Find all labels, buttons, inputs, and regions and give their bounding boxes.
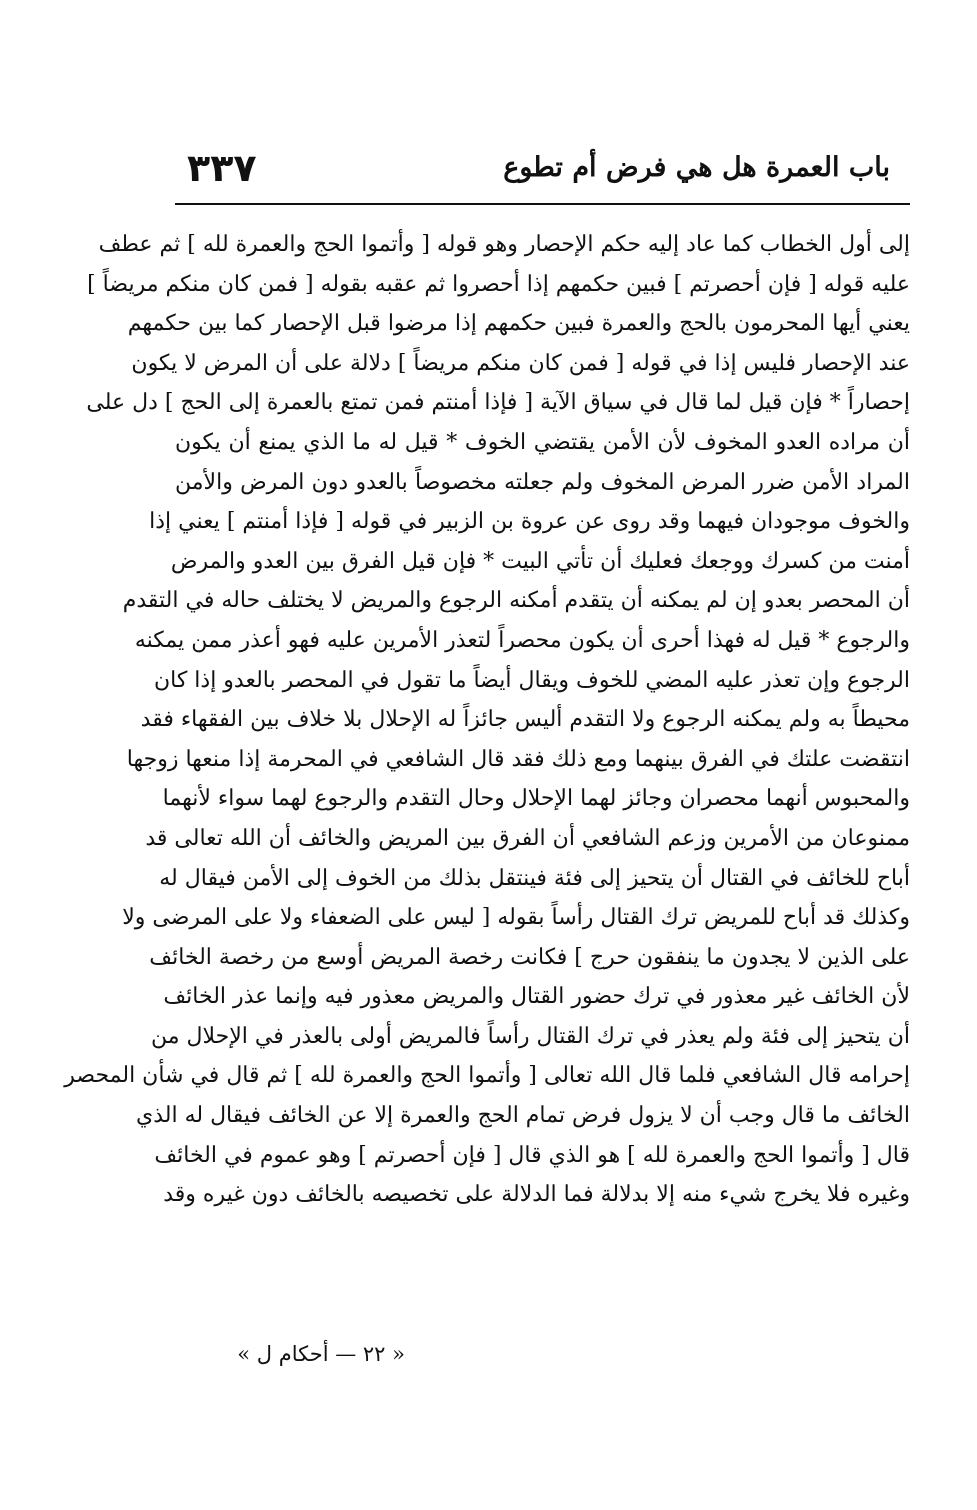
text-line: إحصاراً * فإن قيل لما قال في سياق الآية [ فإذا أمنتم فمن تمتع بالعمرة إلى الحج ] دل على <box>86 390 910 416</box>
text-line: الخائف ما قال وجب أن لا يزول فرض تمام الحج والعمرة إلا عن الخائف فيقال له الذي <box>136 1103 910 1129</box>
body-text <box>64 225 910 1215</box>
text-line: على الذين لا يجدون ما ينفقون حرج ] فكانت رخصة المريض أوسع من رخصة الخائف <box>149 944 910 970</box>
text-line: وغيره فلا يخرج شيء منه إلا بدلالة فما الدلالة على تخصيصه بالخائف دون غيره وقد <box>163 1182 910 1208</box>
text-line: لأن الخائف غير معذور في ترك حضور القتال والمريض معذور فيه وإنما عذر الخائف <box>163 984 910 1010</box>
text-line: عند الإحصار فليس إذا في قوله [ فمن كان منكم مريضاً ] دلالة على أن المرض لا يكون <box>131 350 910 376</box>
text-line: أن المحصر بعدو إن لم يمكنه أن يتقدم أمكنه الرجوع والمريض لا يختلف حاله في التقدم <box>122 588 910 614</box>
text-line: عليه قوله [ فإن أحصرتم ] فبين حكمهم إذا أحصروا ثم عقبه بقوله [ فمن كان منكم مريضاً ] <box>87 271 910 297</box>
page-number: ٣٣٧ <box>187 146 257 190</box>
text-line: والرجوع * قيل له فهذا أحرى أن يكون محصراً لتعذر الأمرين عليه فهو أعذر ممن يمكنه <box>134 627 910 653</box>
text-line: والمحبوس أنهما محصران وجائز لهما الإحلال وحال التقدم والرجوع لهما سواء لأنهما <box>162 786 910 812</box>
text-line: قال [ وأتموا الحج والعمرة لله ] هو الذي قال [ فإن أحصرتم ] وهو عموم في الخائف <box>154 1142 910 1168</box>
text-line: وكذلك قد أباح للمريض ترك القتال رأساً بقوله [ ليس على الضعفاء ولا على المرضى ولا <box>122 905 910 931</box>
header-rule <box>175 203 910 205</box>
text-line: أباح للخائف في القتال أن يتحيز إلى فئة فينتقل بذلك من الخوف إلى الأمن فيقال له <box>159 865 910 891</box>
text-line: الرجوع وإن تعذر عليه المضي للخوف ويقال أيضاً ما تقول في المحصر بالعدو إذا كان <box>153 667 910 693</box>
text-line: أن مراده العدو المخوف لأن الأمن يقتضي الخوف * قيل له ما الذي يمنع أن يكون <box>175 429 910 455</box>
page-header <box>175 140 910 200</box>
text-line: محيطاً به ولم يمكنه الرجوع ولا التقدم أليس جائزاً له الإحلال بلا خلاف بين الفقهاء فقد <box>140 707 910 733</box>
text-line: المراد الأمن ضرر المرض المخوف ولم جعلته مخصوصاً بالعدو دون المرض والأمن <box>175 469 910 495</box>
text-line: إلى أول الخطاب كما عاد إليه حكم الإحصار وهو قوله [ وأتموا الحج والعمرة لله ] ثم عطف <box>98 232 910 257</box>
text-line: والخوف موجودان فيهما وقد روى عن عروة بن الزبير في قوله [ فإذا أمنتم ] يعني إذا <box>149 509 910 535</box>
text-line: انتقضت علتك في الفرق بينهما ومع ذلك فقد قال الشافعي في المحرمة إذا منعها زوجها <box>126 746 910 772</box>
text-line: أمنت من كسرك ووجعك فعليك أن تأتي البيت * فإن قيل الفرق بين العدو والمرض <box>170 548 910 574</box>
text-line: ممنوعان من الأمرين وزعم الشافعي أن الفرق بين المريض والخائف أن الله تعالى قد <box>145 825 910 851</box>
running-title: باب العمرة هل هي فرض أم تطوع <box>503 152 890 183</box>
text-line: إحرامه قال الشافعي فلما قال الله تعالى [ وأتموا الحج والعمرة لله ] ثم قال في شأن المحصر <box>64 1063 910 1089</box>
text-line: يعني أيها المحرمون بالحج والعمرة فبين حكمهم إذا مرضوا قبل الإحصار كما بين حكمهم <box>127 311 910 337</box>
signature-mark: « ٢٢ — أحكام ل » <box>237 1342 405 1366</box>
text-line: أن يتحيز إلى فئة ولم يعذر في ترك القتال رأساً فالمريض أولى بالعذر في الإحلال من <box>151 1023 910 1049</box>
